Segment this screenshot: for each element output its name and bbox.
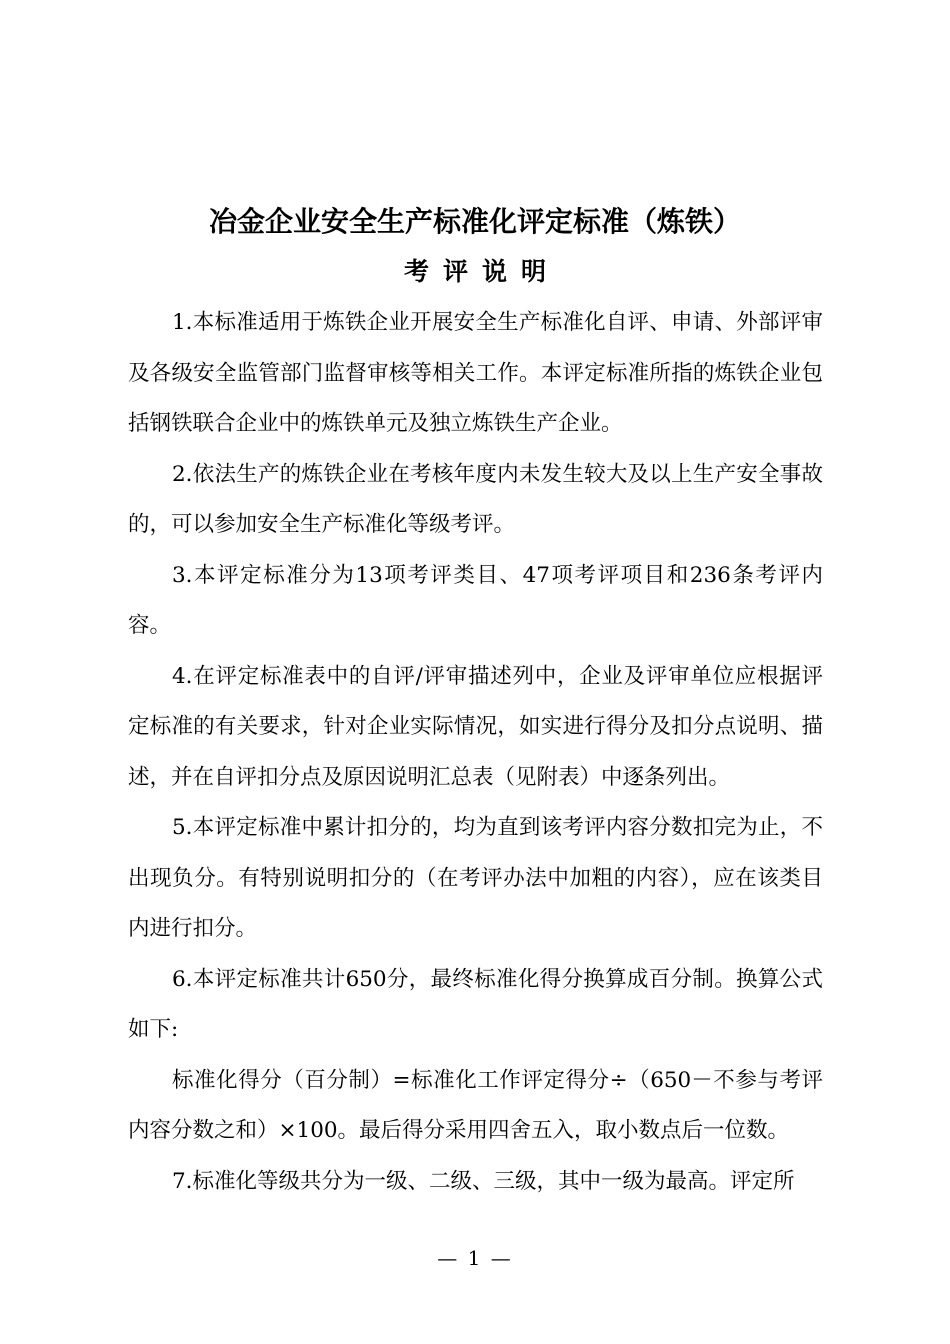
- paragraph-3: 3.本评定标准分为13项考评类目、47项考评项目和236条考评内容。: [128, 562, 823, 638]
- document-title: 冶金企业安全生产标准化评定标准（炼铁）: [208, 205, 741, 238]
- paragraph-7: 7.标准化等级共分为一级、二级、三级，其中一级为最高。评定所: [172, 1168, 795, 1194]
- paragraph-1: 1.本标准适用于炼铁企业开展安全生产标准化自评、申请、外部评审及各级安全监管部门监督审核等相关工作。本评定标准所指的炼铁企业包括钢铁联合企业中的炼铁单元及独立炼铁生产企业。: [128, 310, 823, 436]
- paragraph-2: 2.依法生产的炼铁企业在考核年度内未发生较大及以上生产安全事故的，可以参加安全生产标准化等级考评。: [128, 461, 823, 537]
- paragraph-4: 4.在评定标准表中的自评/评审描述列中，企业及评审单位应根据评定标准的有关要求，针对企业实际情况，如实进行得分及扣分点说明、描述，并在自评扣分点及原因说明汇总表（见附表）中逐条列出。: [128, 663, 823, 790]
- formula-paragraph: 标准化得分（百分制）=标准化工作评定得分÷（650－不参与考评内容分数之和）×100。最后得分采用四舍五入，取小数点后一位数。: [128, 1067, 823, 1143]
- section-heading: 考评说明: [403, 257, 560, 286]
- paragraph-6: 6.本评定标准共计650分，最终标准化得分换算成百分制。换算公式如下:: [128, 966, 823, 1042]
- paragraph-5: 5.本评定标准中累计扣分的，均为直到该考评内容分数扣完为止，不出现负分。有特别说明扣分的（在考评办法中加粗的内容），应在该类目内进行扣分。: [128, 815, 823, 941]
- document-body: [128, 298, 823, 1207]
- page-number: — 1 —: [437, 1246, 513, 1270]
